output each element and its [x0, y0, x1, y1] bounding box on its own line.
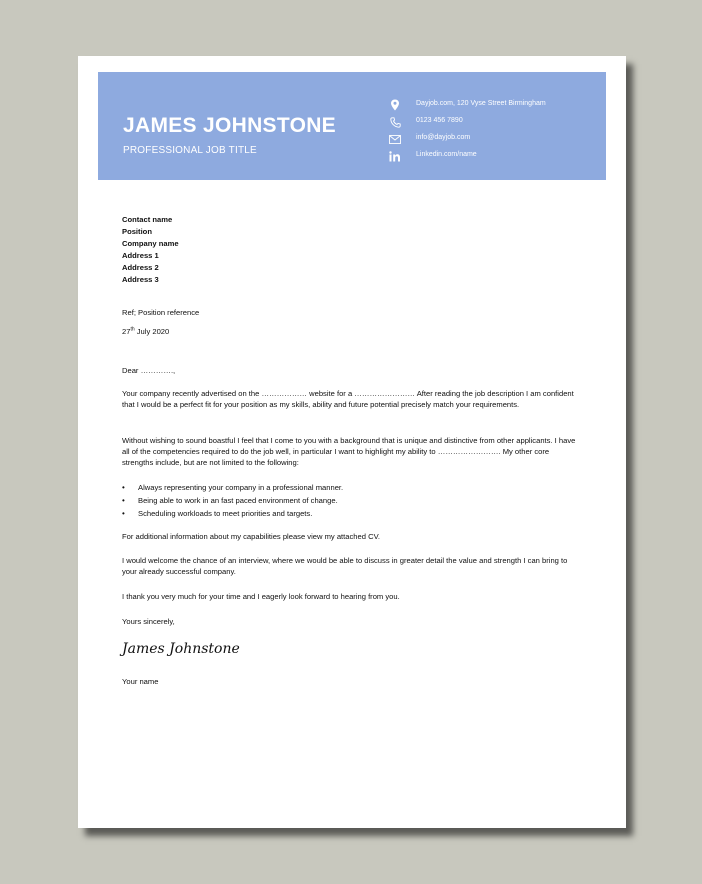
- letter-date: [122, 326, 576, 337]
- recipient-company-name: Company name: [122, 239, 179, 248]
- signature: James Johnstone: [122, 641, 240, 657]
- date-suffix: th: [130, 326, 135, 333]
- location-pin-icon: [388, 98, 402, 112]
- date-day: 27: [122, 327, 131, 336]
- paragraph-thanks: I thank you very much for your time and I eagerly look forward to hearing from you.: [122, 592, 400, 601]
- your-name: Your name: [122, 677, 159, 686]
- job-title: PROFESSIONAL JOB TITLE: [123, 145, 257, 156]
- paragraph-background: Without wishing to sound boastful I feel that I come to you with a background that is unique and distinctive from other applicants. I have all of the competencies required to do the job well, in particular I want to highlight my ability to ……………………. My other core strengths include, but are not limited to the following:: [122, 436, 576, 468]
- linkedin-icon: [388, 149, 402, 163]
- recipient-position: Position: [122, 227, 152, 236]
- recipient-address-3: Address 3: [122, 275, 159, 284]
- cover-letter-page: [78, 56, 626, 828]
- paragraph-cv: For additional information about my capabilities please view my attached CV.: [122, 532, 381, 541]
- phone-icon: [388, 115, 402, 129]
- position-reference: Ref; Position reference: [122, 308, 200, 317]
- date-rest: July 2020: [134, 327, 170, 336]
- signoff: Yours sincerely,: [122, 617, 175, 626]
- envelope-icon: [388, 132, 402, 146]
- paragraph-interview: I would welcome the chance of an interview, where we would be able to discuss in greater detail the value and strength I can bring to your already successful company.: [122, 556, 568, 577]
- paragraph-intro: Your company recently advertised on the ……………… website for a …………………… After reading the job description I am confident that I would be a perfect fit for your position as my skills, ability and future potential precisely match your requirements.: [122, 389, 574, 410]
- strengths-list: [122, 481, 576, 520]
- recipient-contact-name: Contact name: [122, 215, 173, 224]
- list-item: • Scheduling workloads to meet priorities and targets.: [122, 507, 576, 520]
- recipient-address-1: Address 1: [122, 251, 159, 260]
- header-banner: [98, 72, 606, 180]
- contact-linkedin-text: Linkedin.com/name: [416, 151, 477, 158]
- applicant-name: JAMES JOHNSTONE: [123, 114, 336, 137]
- recipient-address: [122, 214, 576, 286]
- contact-email-text: info@dayjob.com: [416, 134, 471, 141]
- recipient-address-2: Address 2: [122, 263, 159, 272]
- contact-phone-text: 0123 456 7890: [416, 117, 463, 124]
- salutation: Dear ………….,: [122, 366, 176, 375]
- contact-address-text: Dayjob.com, 120 Vyse Street Birmingham: [416, 100, 546, 107]
- list-item: • Always representing your company in a professional manner.: [122, 481, 576, 494]
- list-item: • Being able to work in an fast paced environment of change.: [122, 494, 576, 507]
